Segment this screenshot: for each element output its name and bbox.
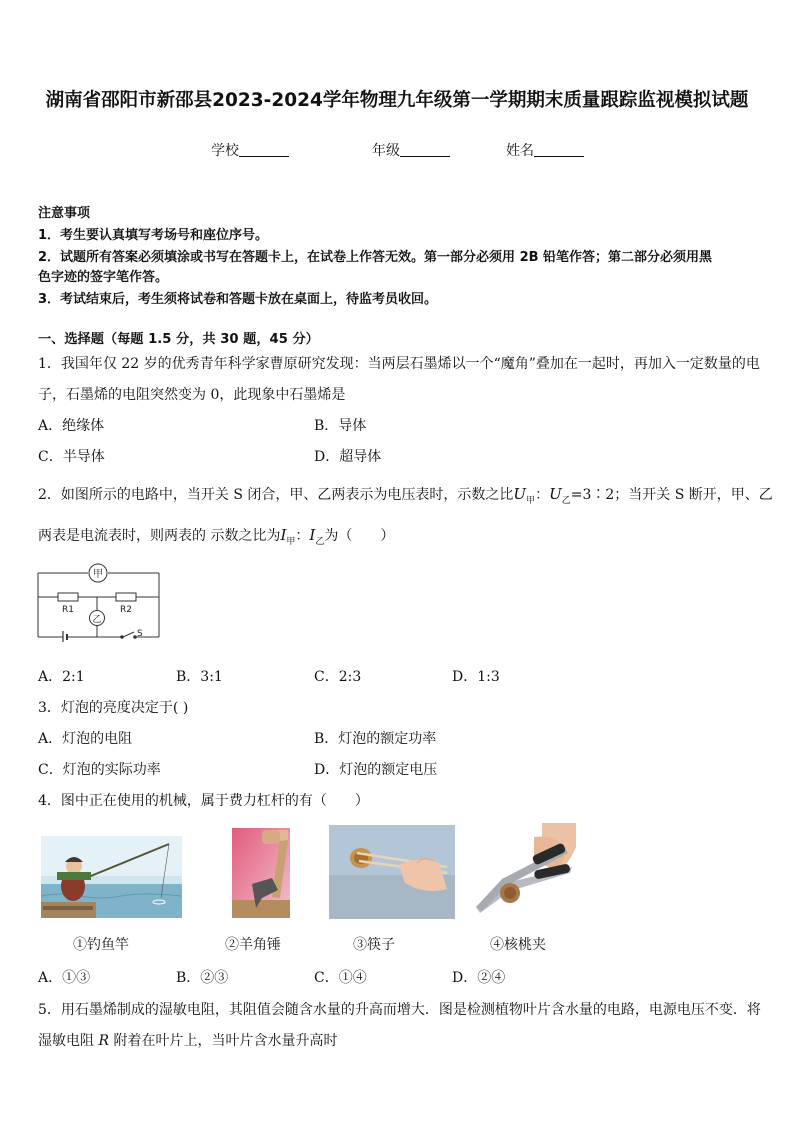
q5-stem-part2: 附着在叶片上，当叶片含水量升高时 [109,1033,338,1049]
q2-i-symbol: I [280,526,287,544]
q2-colon-2: ： [295,528,310,544]
caption-fishing-rod: ①钓鱼竿 [73,937,129,953]
q1-option-a[interactable]: A．绝缘体 [38,418,105,434]
caption-nutcracker: ④核桃夹 [490,937,546,953]
q4-option-d[interactable]: D．②④ [452,970,506,986]
meter-yi-label: 乙 [92,615,102,625]
q4-option-b[interactable]: B．②③ [176,970,229,986]
q4-stem: 4．图中正在使用的机械，属于费力杠杆的有（ ） [38,793,369,809]
notice-item-2-cont: 色字迹的签字笔作答。 [38,270,169,285]
q2-u-symbol-2: U [549,485,562,503]
q4-option-a[interactable]: A．①③ [38,970,91,986]
switch-label: S [137,629,143,639]
claw-hammer-image [232,828,290,918]
q1-stem: 1．我国年仅 22 岁的优秀青年科学家曹原研究发现：当两层石墨烯以一个“魔角”叠加在一起时，再加入一定数量的电 [38,356,760,372]
notice-item-1: 1．考生要认真填写考场号和座位序号。 [38,228,269,243]
page-title: 湖南省邵阳市新邵县2023-2024学年物理九年级第一学期期末质量跟踪监视模拟试题 [45,90,749,111]
q2-option-b[interactable]: B．3:1 [176,669,223,685]
q3-option-a[interactable]: A．灯泡的电阻 [38,731,133,747]
q2-option-a[interactable]: A．2:1 [38,669,85,685]
q2-stem-cont [38,525,394,547]
q5-stem-part1: 湿敏电阻 [38,1033,99,1049]
q1-stem-cont: 子，石墨烯的电阻突然变为 0，此现象中石墨烯是 [38,387,346,403]
q2-sub-jia: 甲 [526,495,536,506]
chopsticks-image [329,825,455,919]
notice-item-3: 3．考试结束后，考生须将试卷和答题卡放在桌面上，待监考员收回。 [38,292,438,307]
q2-option-d[interactable]: D．1:3 [452,669,500,685]
q2-colon: ： [535,487,550,503]
caption-claw-hammer: ②羊角锤 [225,937,281,953]
q4-option-c[interactable]: C．①④ [314,970,367,986]
q2-u-symbol: U [513,485,527,503]
notice-item-2: 2．试题所有答案必须填涂或书写在答题卡上，在试卷上作答无效。第一部分必须用 2B 铅笔作答；第二部分必须用黑 [38,250,713,265]
q5-stem: 5．用石墨烯制成的湿敏电阻，其阻值会随含水量的升高而增大．图是检测植物叶片含水量的电路，电源电压不变．将 [38,1002,761,1018]
q2-stem-part3: 两表是电流表时，则两表的 示数之比为 [38,528,281,544]
q1-option-c[interactable]: C．半导体 [38,449,105,465]
q1-option-d[interactable]: D．超导体 [314,449,382,465]
q5-stem-cont [38,1030,337,1050]
q2-sub-jia-2: 甲 [286,536,296,547]
meter-jia-label: 甲 [93,569,103,580]
section-heading: 一、选择题（每题 1.5 分，共 30 题，45 分） [38,332,319,347]
q2-option-c[interactable]: C．2:3 [314,669,362,685]
r1-label: R1 [62,605,74,615]
fishing-rod-image [41,836,182,918]
q2-sub-yi-2: 乙 [315,536,325,547]
q1-option-b[interactable]: B．导体 [314,418,367,434]
notice-heading: 注意事项 [38,206,91,221]
q3-option-b[interactable]: B．灯泡的额定功率 [314,731,437,747]
grade-label: 年级 [372,143,400,159]
q3-option-c[interactable]: C．灯泡的实际功率 [38,762,161,778]
school-field[interactable] [211,140,289,160]
q2-stem [38,484,773,506]
q2-sub-yi: 乙 [561,495,571,506]
grade-blank[interactable] [400,142,450,157]
name-field[interactable] [506,140,584,160]
school-blank[interactable] [239,142,289,157]
nutcracker-image [472,823,580,919]
q2-i-symbol-2: I [309,526,316,544]
q3-option-d[interactable]: D．灯泡的额定电压 [314,762,438,778]
q2-circuit-diagram [36,562,162,642]
name-label: 姓名 [506,143,534,159]
q2-stem-part1: 2．如图所示的电路中，当开关 S 闭合，甲、乙两表示为电压表时，示数之比 [38,487,514,503]
name-blank[interactable] [534,142,584,157]
r2-label: R2 [120,605,132,615]
school-label: 学校 [211,143,239,159]
q5-r-symbol: R [98,1033,109,1049]
q2-stem-part4: 为（ ） [324,528,395,544]
grade-field[interactable] [372,140,450,160]
q3-stem: 3．灯泡的亮度决定于( ) [38,700,189,716]
q2-stem-part2: ；当开关 S 断开，甲、乙 [614,487,773,503]
q2-ratio: =3∶2 [570,487,615,503]
caption-chopsticks: ③筷子 [353,937,395,953]
